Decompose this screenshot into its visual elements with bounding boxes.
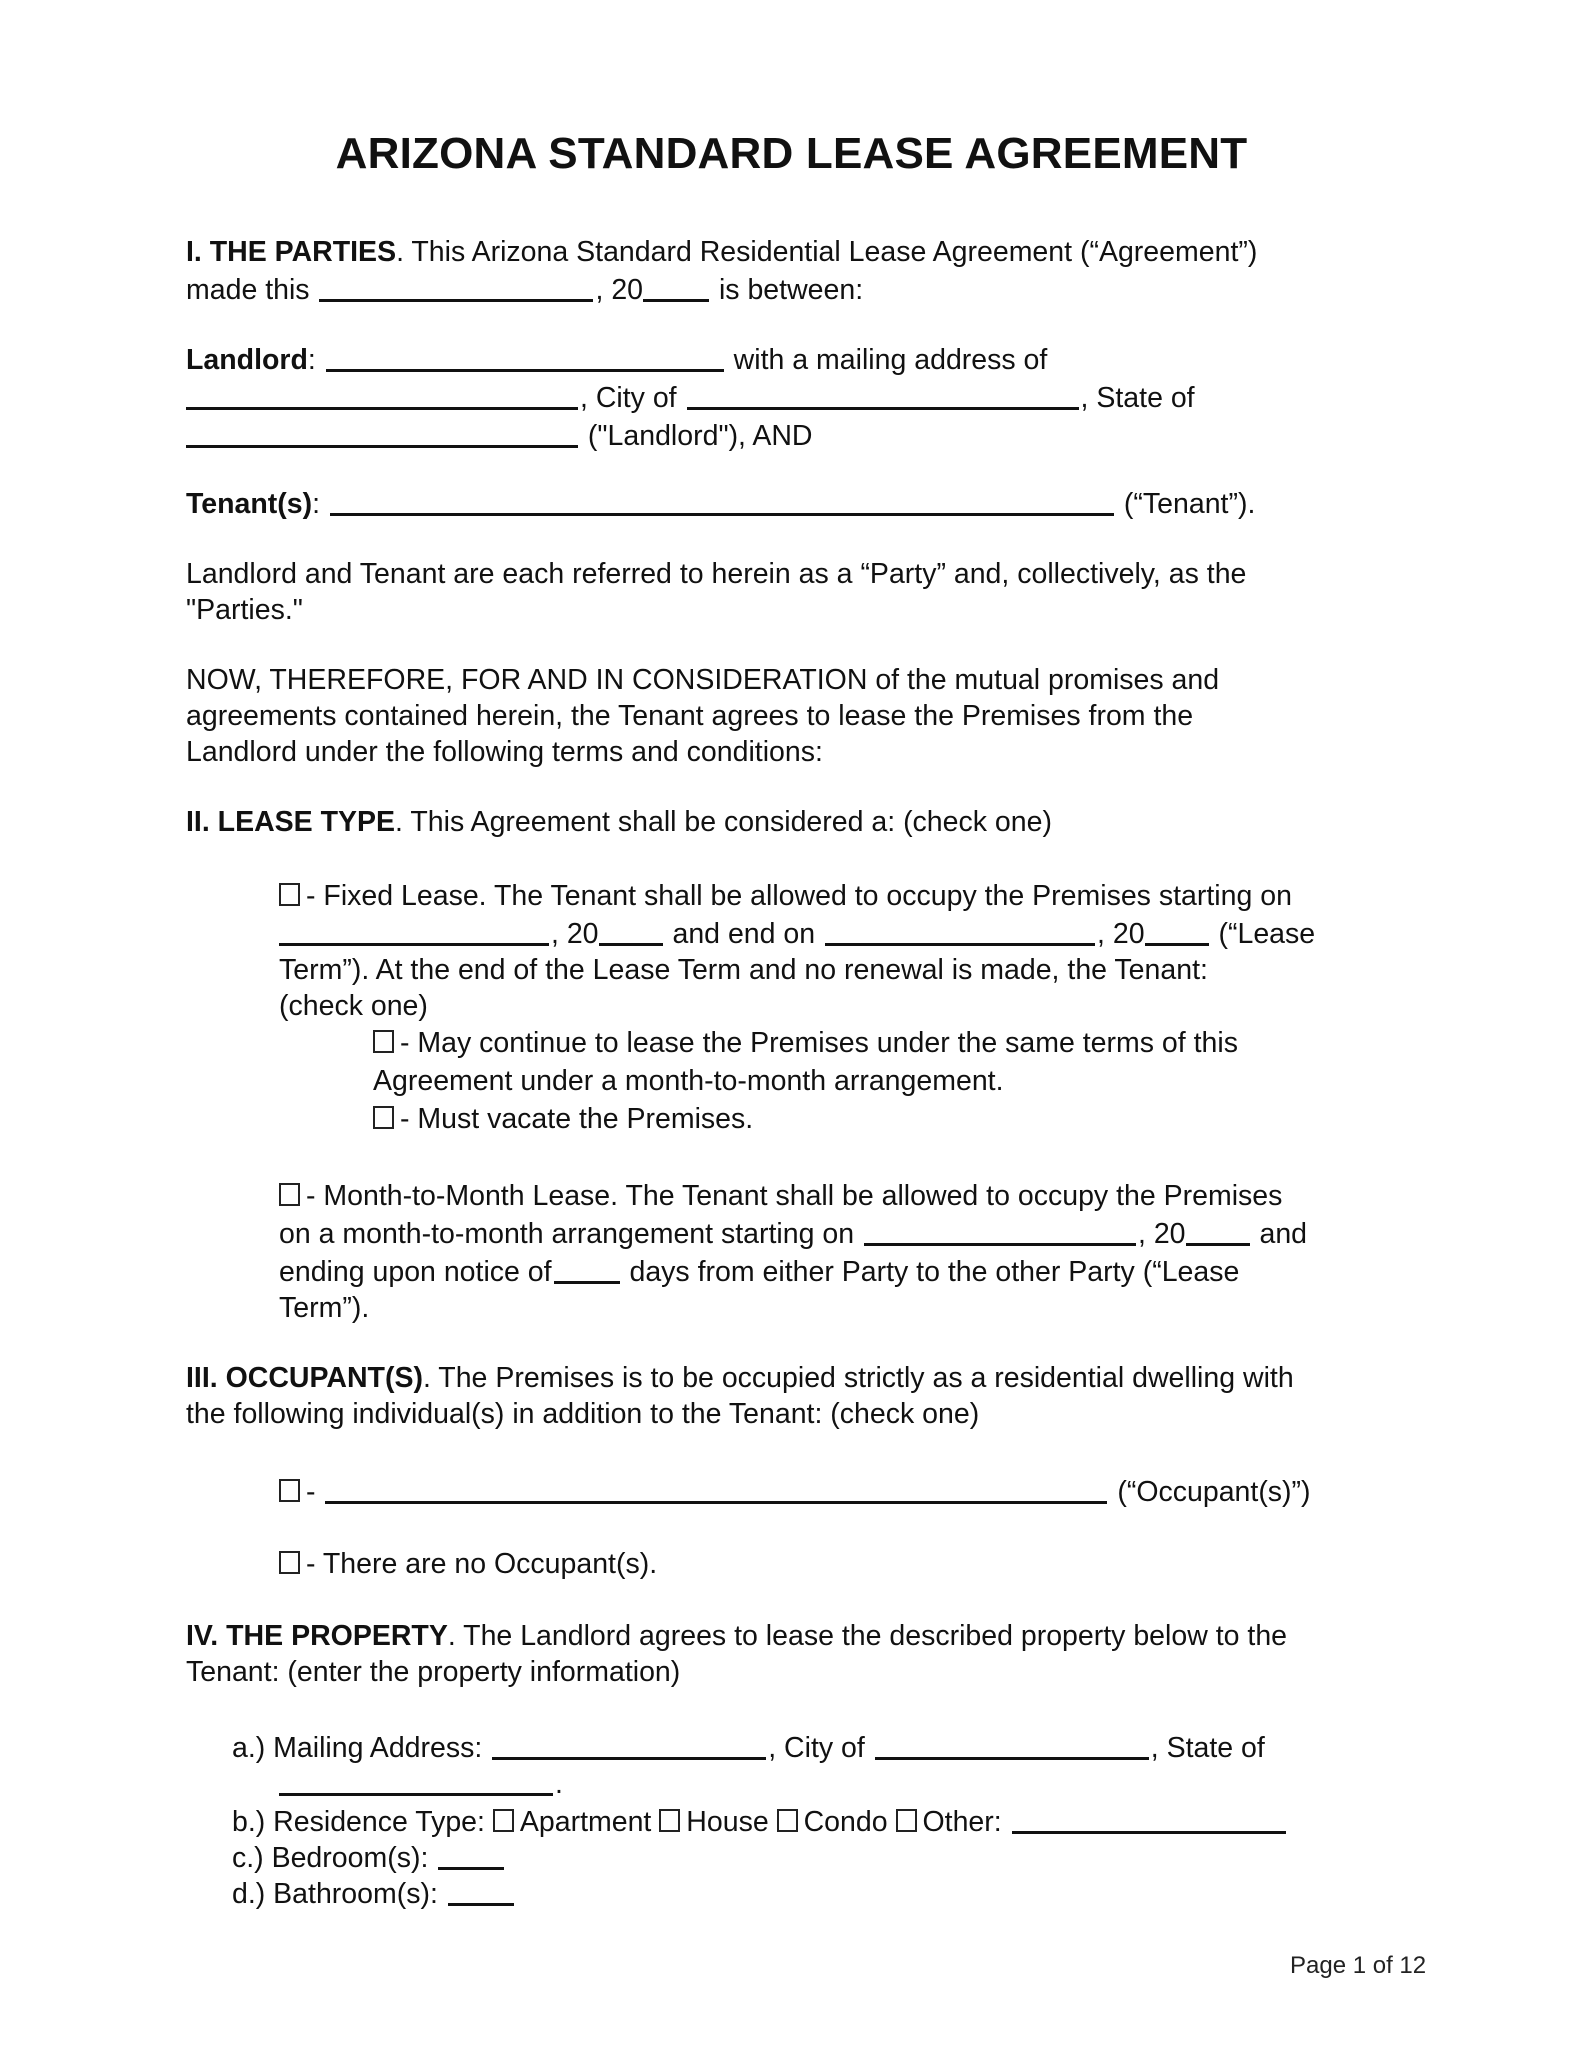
section-lease-type-intro: II. LEASE TYPE. This Agreement shall be considered a: (check one) xyxy=(186,806,1052,838)
tenant-name-field[interactable] xyxy=(330,487,1114,516)
property-state-field[interactable] xyxy=(279,1767,553,1796)
section-heading-occupants: III. OCCUPANT(S) xyxy=(186,1362,423,1394)
fixed-end-date-field[interactable] xyxy=(825,917,1095,946)
parties-definition: Landlord and Tenant are each referred to herein as a “Party” and, collectively, as the "Parties." xyxy=(186,558,1247,626)
fixed-start-date-field[interactable] xyxy=(279,917,549,946)
fixed-start-year-field[interactable] xyxy=(599,917,663,946)
fixed-end-year-field[interactable] xyxy=(1145,917,1209,946)
bathrooms-field[interactable] xyxy=(448,1877,514,1906)
occupant-names-field[interactable] xyxy=(325,1475,1107,1504)
section-heading-lease-type: II. LEASE TYPE xyxy=(186,806,396,838)
notice-days-field[interactable] xyxy=(554,1255,620,1284)
no-occupants-option: - There are no Occupant(s). xyxy=(279,1546,1409,1582)
section-heading-property: IV. THE PROPERTY xyxy=(186,1620,448,1652)
property-state-line: . xyxy=(279,1764,679,1802)
agreement-date-field[interactable] xyxy=(319,273,593,302)
no-occupants-checkbox[interactable] xyxy=(279,1551,300,1574)
property-city-field[interactable] xyxy=(875,1731,1149,1760)
fixed-lease-option: - Fixed Lease. The Tenant shall be allowed to occupy the Premises starting on , 20 and end on , 20 (“Lease Term”). At the end of the Lease Term and no renewal is made, the Tenant: (check one) xyxy=(279,880,1316,1022)
section-property-intro: IV. THE PROPERTY. The Landlord agrees to lease the described property below to the Tenant: (enter the property information) xyxy=(186,1620,1288,1688)
continue-month-to-month-checkbox[interactable] xyxy=(373,1030,394,1053)
section-occupants-intro: III. OCCUPANT(S). The Premises is to be occupied strictly as a residential dwelling with the following individual(s) in addition to the Tenant: (check one) xyxy=(186,1362,1294,1430)
renewal-options: - May continue to lease the Premises under the same terms of this Agreement under a month-to-month arrangement. - Must vacate the Premises. xyxy=(373,1027,1238,1135)
page-number: Page 1 of 12 xyxy=(1290,1952,1427,1979)
landlord-label: Landlord xyxy=(186,344,308,376)
tenant-block: Tenant(s): (“Tenant”). xyxy=(186,488,1256,520)
section-heading-parties: I. THE PARTIES xyxy=(186,236,397,268)
landlord-address-field[interactable] xyxy=(186,381,578,410)
month-to-month-checkbox[interactable] xyxy=(279,1183,300,1206)
landlord-city-field[interactable] xyxy=(687,381,1079,410)
other-checkbox[interactable] xyxy=(896,1809,917,1832)
landlord-state-field[interactable] xyxy=(186,419,578,448)
section-parties-intro: I. THE PARTIES. This Arizona Standard Residential Lease Agreement (“Agreement”) made this , 20 is between: xyxy=(186,236,1258,306)
must-vacate-checkbox[interactable] xyxy=(373,1106,394,1129)
agreement-year-field[interactable] xyxy=(643,273,709,302)
month-to-month-option: - Month-to-Month Lease. The Tenant shall be allowed to occupy the Premises on a month-to-month arrangement starting on , 20 and ending upon notice of days from either Party to the other Party (“Lease Term”). xyxy=(279,1180,1308,1324)
residence-type: b.) Residence Type: Apartment House Condo Other: xyxy=(232,1802,1412,1840)
condo-checkbox[interactable] xyxy=(777,1809,798,1832)
property-mailing-address: a.) Mailing Address: , City of , State of xyxy=(232,1732,1265,1764)
document-title: ARIZONA STANDARD LEASE AGREEMENT xyxy=(335,129,1248,178)
occupants-named-option: - (“Occupant(s)”) xyxy=(279,1472,1409,1510)
landlord-name-field[interactable] xyxy=(326,343,724,372)
bedrooms: c.) Bedroom(s): xyxy=(232,1838,1412,1876)
apartment-checkbox[interactable] xyxy=(493,1809,514,1832)
occupants-named-checkbox[interactable] xyxy=(279,1479,300,1502)
landlord-block: Landlord: with a mailing address of , City of , State of ("Landlord"), AND xyxy=(186,344,1195,452)
mtm-start-year-field[interactable] xyxy=(1186,1217,1250,1246)
bedrooms-field[interactable] xyxy=(438,1841,504,1870)
tenant-label: Tenant(s) xyxy=(186,488,313,520)
property-address-field[interactable] xyxy=(492,1731,766,1760)
fixed-lease-checkbox[interactable] xyxy=(279,883,300,906)
bathrooms: d.) Bathroom(s): xyxy=(232,1874,1412,1912)
house-checkbox[interactable] xyxy=(659,1809,680,1832)
consideration-paragraph: NOW, THEREFORE, FOR AND IN CONSIDERATION of the mutual promises and agreements contained herein, the Tenant agrees to lease the Premises from the Landlord under the following terms and conditions: xyxy=(186,664,1220,768)
mtm-start-date-field[interactable] xyxy=(864,1217,1136,1246)
other-residence-field[interactable] xyxy=(1012,1805,1286,1834)
